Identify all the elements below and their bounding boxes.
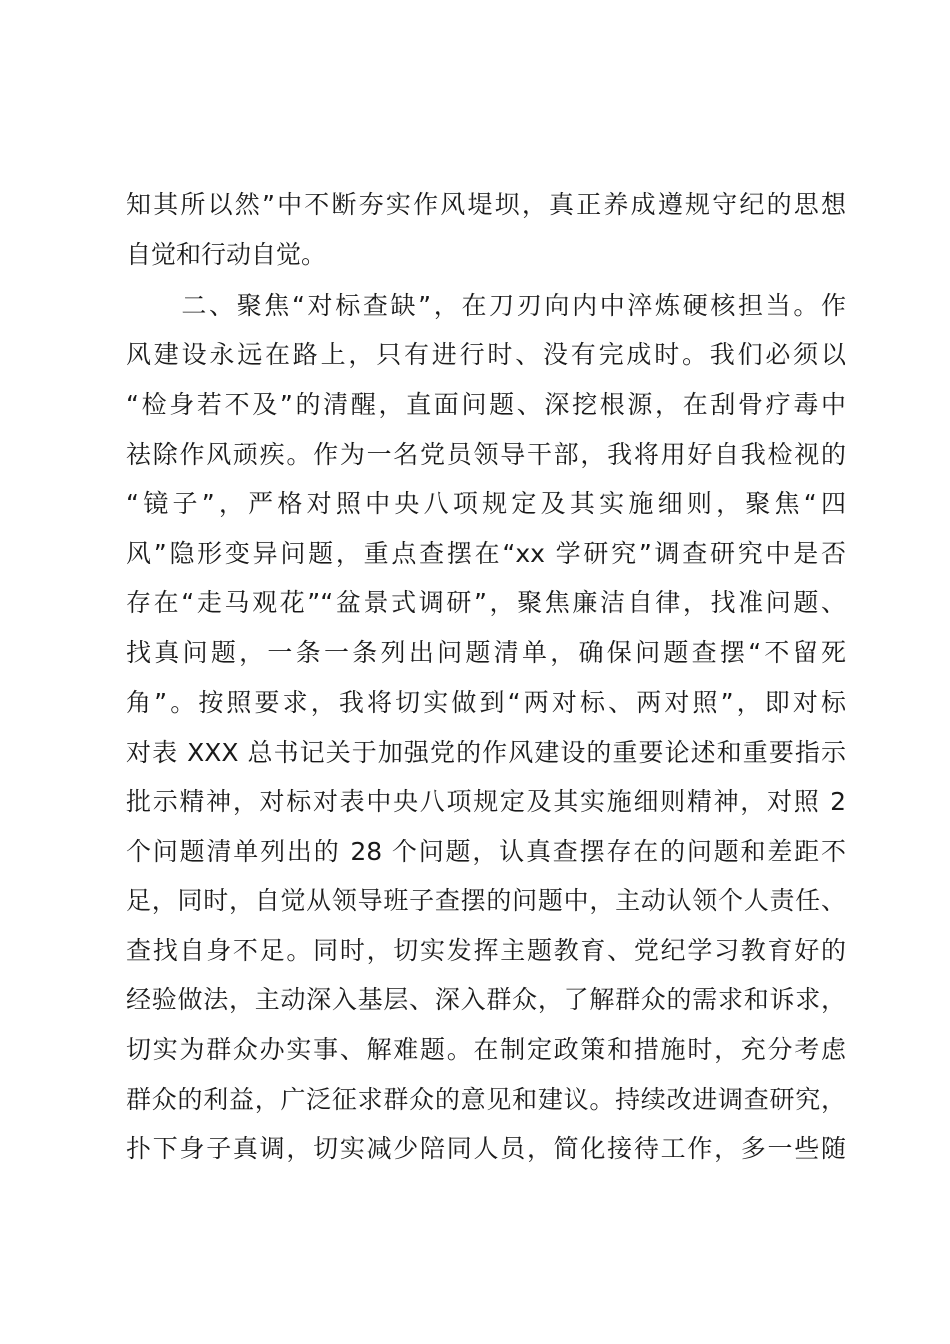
text-line: 找真问题，一条一条列出问题清单，确保问题查摆“不留死	[126, 638, 846, 667]
text-line: 祛除作风顽疾。作为一名党员领导干部，我将用好自我检视的	[126, 440, 846, 469]
text-line: 知其所以然”中不断夯实作风堤坝，真正养成遵规守纪的思想	[126, 190, 846, 219]
text-line: 批示精神，对标对表中央八项规定及其实施细则精神，对照 2	[126, 787, 846, 816]
text-line: 查找自身不足。同时，切实发挥主题教育、党纪学习教育好的	[126, 936, 846, 965]
text-line: 群众的利益，广泛征求群众的意见和建议。持续改进调查研究，	[126, 1085, 846, 1114]
text-line: 足，同时，自觉从领导班子查摆的问题中，主动认领个人责任、	[126, 886, 846, 915]
text-line: 扑下身子真调，切实减少陪同人员，简化接待工作，多一些随	[126, 1134, 846, 1163]
text-line: 存在“走马观花”“盆景式调研”，聚焦廉洁自律，找准问题、	[126, 588, 846, 617]
text-line: “检身若不及”的清醒，直面问题、深挖根源，在刮骨疗毒中	[126, 390, 846, 419]
text-line: 对表 XXX 总书记关于加强党的作风建设的重要论述和重要指示	[126, 738, 846, 767]
text-line: 角”。按照要求，我将切实做到“两对标、两对照”，即对标	[126, 688, 846, 717]
text-line: 切实为群众办实事、解难题。在制定政策和措施时，充分考虑	[126, 1035, 846, 1064]
paragraph-start-line: 二、聚焦“对标查缺”，在刀刃向内中淬炼硬核担当。作	[126, 291, 846, 320]
text-line: 个问题清单列出的 28 个问题，认真查摆存在的问题和差距不	[126, 837, 846, 866]
text-line: 自觉和行动自觉。	[126, 240, 327, 269]
text-line: 风”隐形变异问题，重点查摆在“xx 学研究”调查研究中是否	[126, 539, 846, 568]
text-line: 风建设永远在路上，只有进行时、没有完成时。我们必须以	[126, 340, 846, 369]
text-line: 经验做法，主动深入基层、深入群众，了解群众的需求和诉求，	[126, 985, 846, 1014]
text-line: “镜子”，严格对照中央八项规定及其实施细则，聚焦“四	[126, 489, 846, 518]
